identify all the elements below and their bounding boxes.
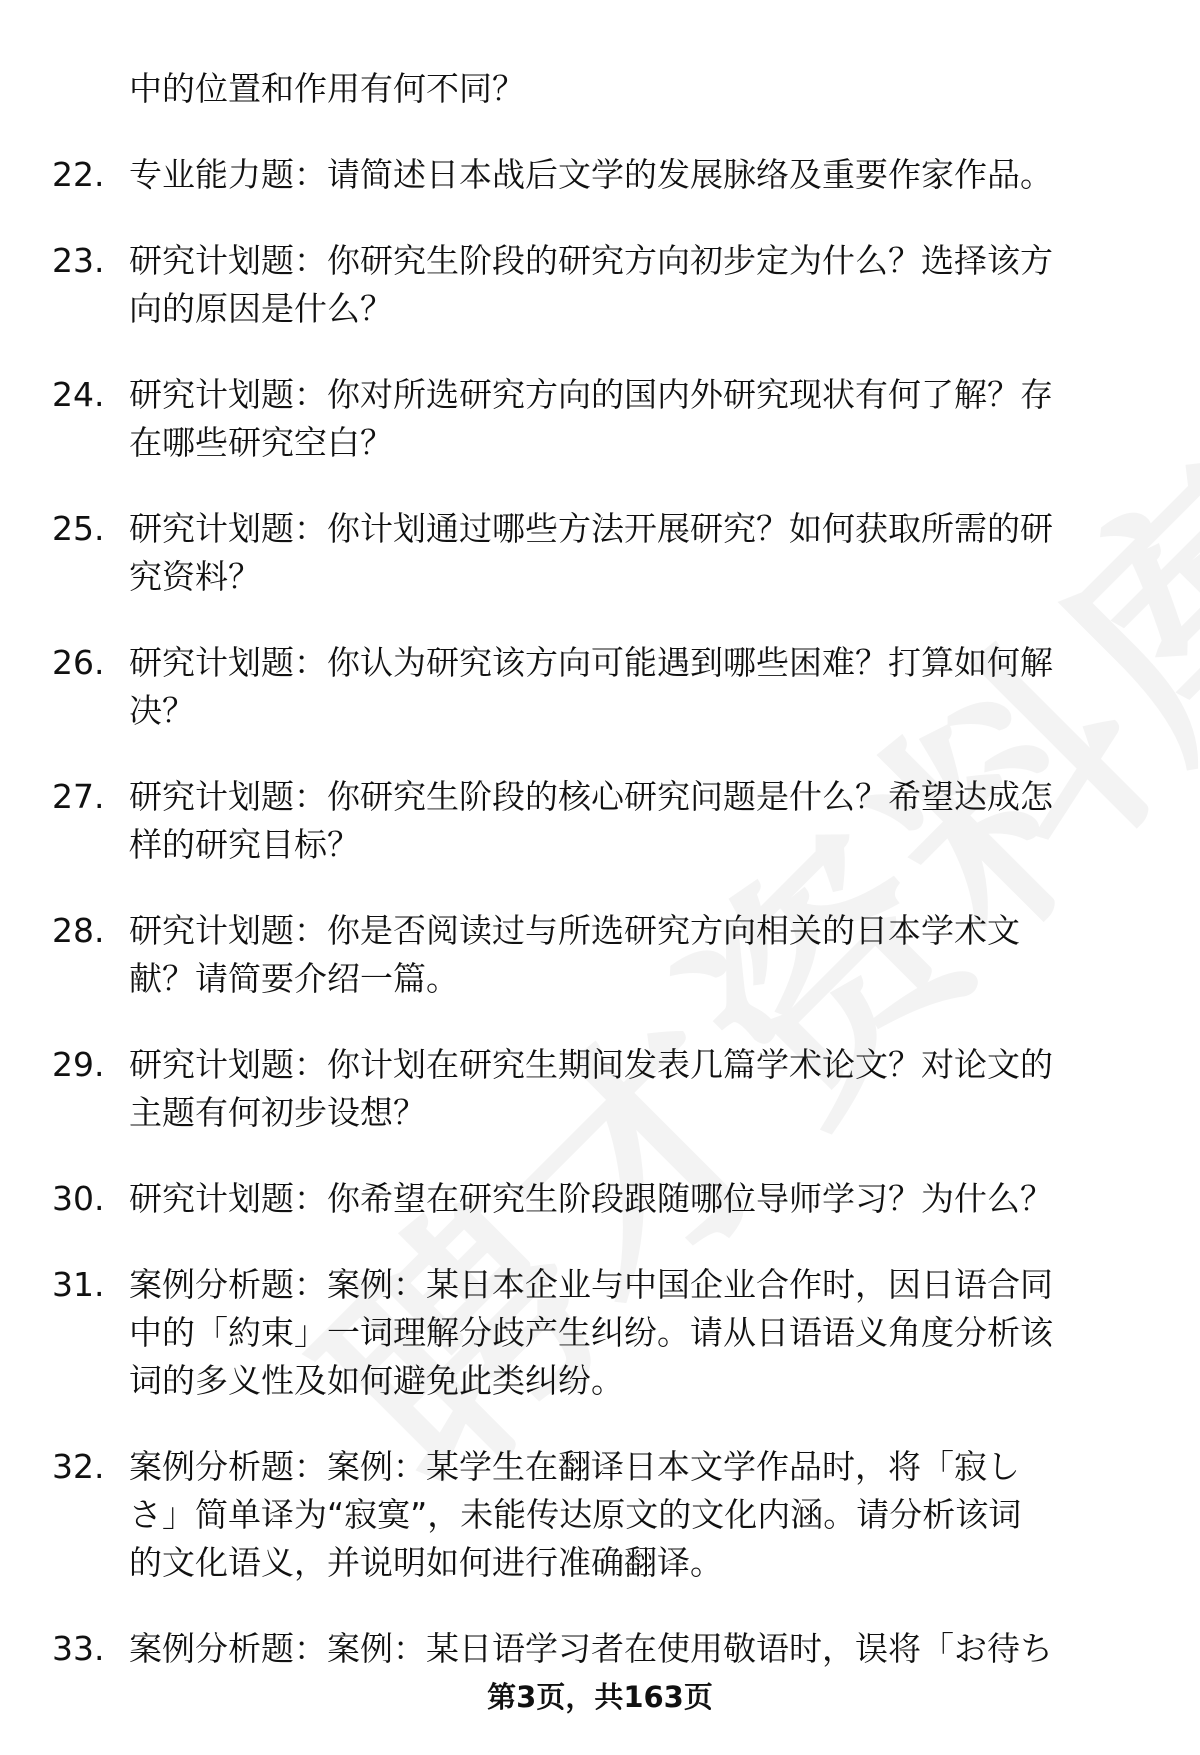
question-line: 研究计划题：你研究生阶段的研究方向初步定为什么？选择该方 — [129, 241, 1053, 280]
question-number: 33. — [52, 1629, 105, 1668]
question-text — [129, 639, 1144, 735]
question-text — [129, 371, 1144, 467]
question-line: 案例分析题：案例：某日本企业与中国企业合作时，因日语合同 — [129, 1265, 1053, 1304]
question-item-31 — [0, 1261, 1200, 1405]
question-text — [129, 505, 1144, 601]
question-number: 27. — [52, 777, 105, 816]
question-number: 26. — [52, 643, 105, 682]
question-number: 23. — [52, 241, 105, 280]
question-line: 决？ — [129, 691, 195, 730]
question-number: 25. — [52, 509, 105, 548]
question-item-27 — [0, 773, 1200, 869]
question-line: 词的多义性及如何避免此类纠纷。 — [129, 1361, 624, 1400]
question-number: 24. — [52, 375, 105, 414]
question-line: 专业能力题：请简述日本战后文学的发展脉络及重要作家作品。 — [129, 155, 1053, 194]
question-text — [129, 1261, 1144, 1405]
question-item-32 — [0, 1443, 1200, 1587]
question-item-25 — [0, 505, 1200, 601]
question-line: 在哪些研究空白？ — [129, 423, 393, 462]
question-number: 31. — [52, 1265, 105, 1304]
question-number: 28. — [52, 911, 105, 950]
question-item-28 — [0, 907, 1200, 1003]
question-line: 研究计划题：你对所选研究方向的国内外研究现状有何了解？存 — [129, 375, 1053, 414]
question-line: 样的研究目标？ — [129, 825, 360, 864]
question-line: 案例分析题：案例：某学生在翻译日本文学作品时，将「寂し — [129, 1447, 1020, 1486]
question-line: さ」简单译为“寂寞”，未能传达原文的文化内涵。请分析该词 — [129, 1495, 1022, 1534]
page-number-footer: 第3页，共163页 — [487, 1680, 713, 1714]
question-text — [129, 1041, 1144, 1137]
question-line: 案例分析题：案例：某日语学习者在使用敬语时，误将「お待ち — [129, 1629, 1053, 1668]
question-text — [129, 151, 1144, 199]
question-line: 研究计划题：你计划在研究生期间发表几篇学术论文？对论文的 — [129, 1045, 1053, 1084]
question-line: 向的原因是什么？ — [129, 289, 393, 328]
question-item-30 — [0, 1175, 1200, 1223]
question-text — [129, 907, 1144, 1003]
question-item-26 — [0, 639, 1200, 735]
question-item-29 — [0, 1041, 1200, 1137]
question-number: 29. — [52, 1045, 105, 1084]
question-item-23 — [0, 237, 1200, 333]
question-text — [129, 1443, 1144, 1587]
question-line: 研究计划题：你是否阅读过与所选研究方向相关的日本学术文 — [129, 911, 1020, 950]
question-line: 中的「約束」一词理解分歧产生纠纷。请从日语语义角度分析该 — [129, 1313, 1053, 1352]
question-line: 研究计划题：你希望在研究生阶段跟随哪位导师学习？为什么？ — [129, 1179, 1053, 1218]
question-item-24 — [0, 371, 1200, 467]
question-line: 究资料？ — [129, 557, 261, 596]
question-text — [129, 773, 1144, 869]
question-line: 研究计划题：你研究生阶段的核心研究问题是什么？希望达成怎 — [129, 777, 1053, 816]
question-line: 主题有何初步设想？ — [129, 1093, 426, 1132]
question-line: 研究计划题：你认为研究该方向可能遇到哪些困难？打算如何解 — [129, 643, 1053, 682]
question-number: 32. — [52, 1447, 105, 1486]
continued-text: 中的位置和作用有何不同？ — [129, 69, 525, 108]
question-item-22 — [0, 151, 1200, 199]
question-text — [129, 1175, 1144, 1223]
question-line: 研究计划题：你计划通过哪些方法开展研究？如何获取所需的研 — [129, 509, 1053, 548]
question-text — [129, 237, 1144, 333]
question-item-33 — [0, 1625, 1200, 1673]
question-line: 献？请简要介绍一篇。 — [129, 959, 459, 998]
question-line: 的文化语义，并说明如何进行准确翻译。 — [129, 1543, 723, 1582]
question-number: 22. — [52, 155, 105, 194]
question-number: 30. — [52, 1179, 105, 1218]
question-text — [129, 1625, 1144, 1673]
